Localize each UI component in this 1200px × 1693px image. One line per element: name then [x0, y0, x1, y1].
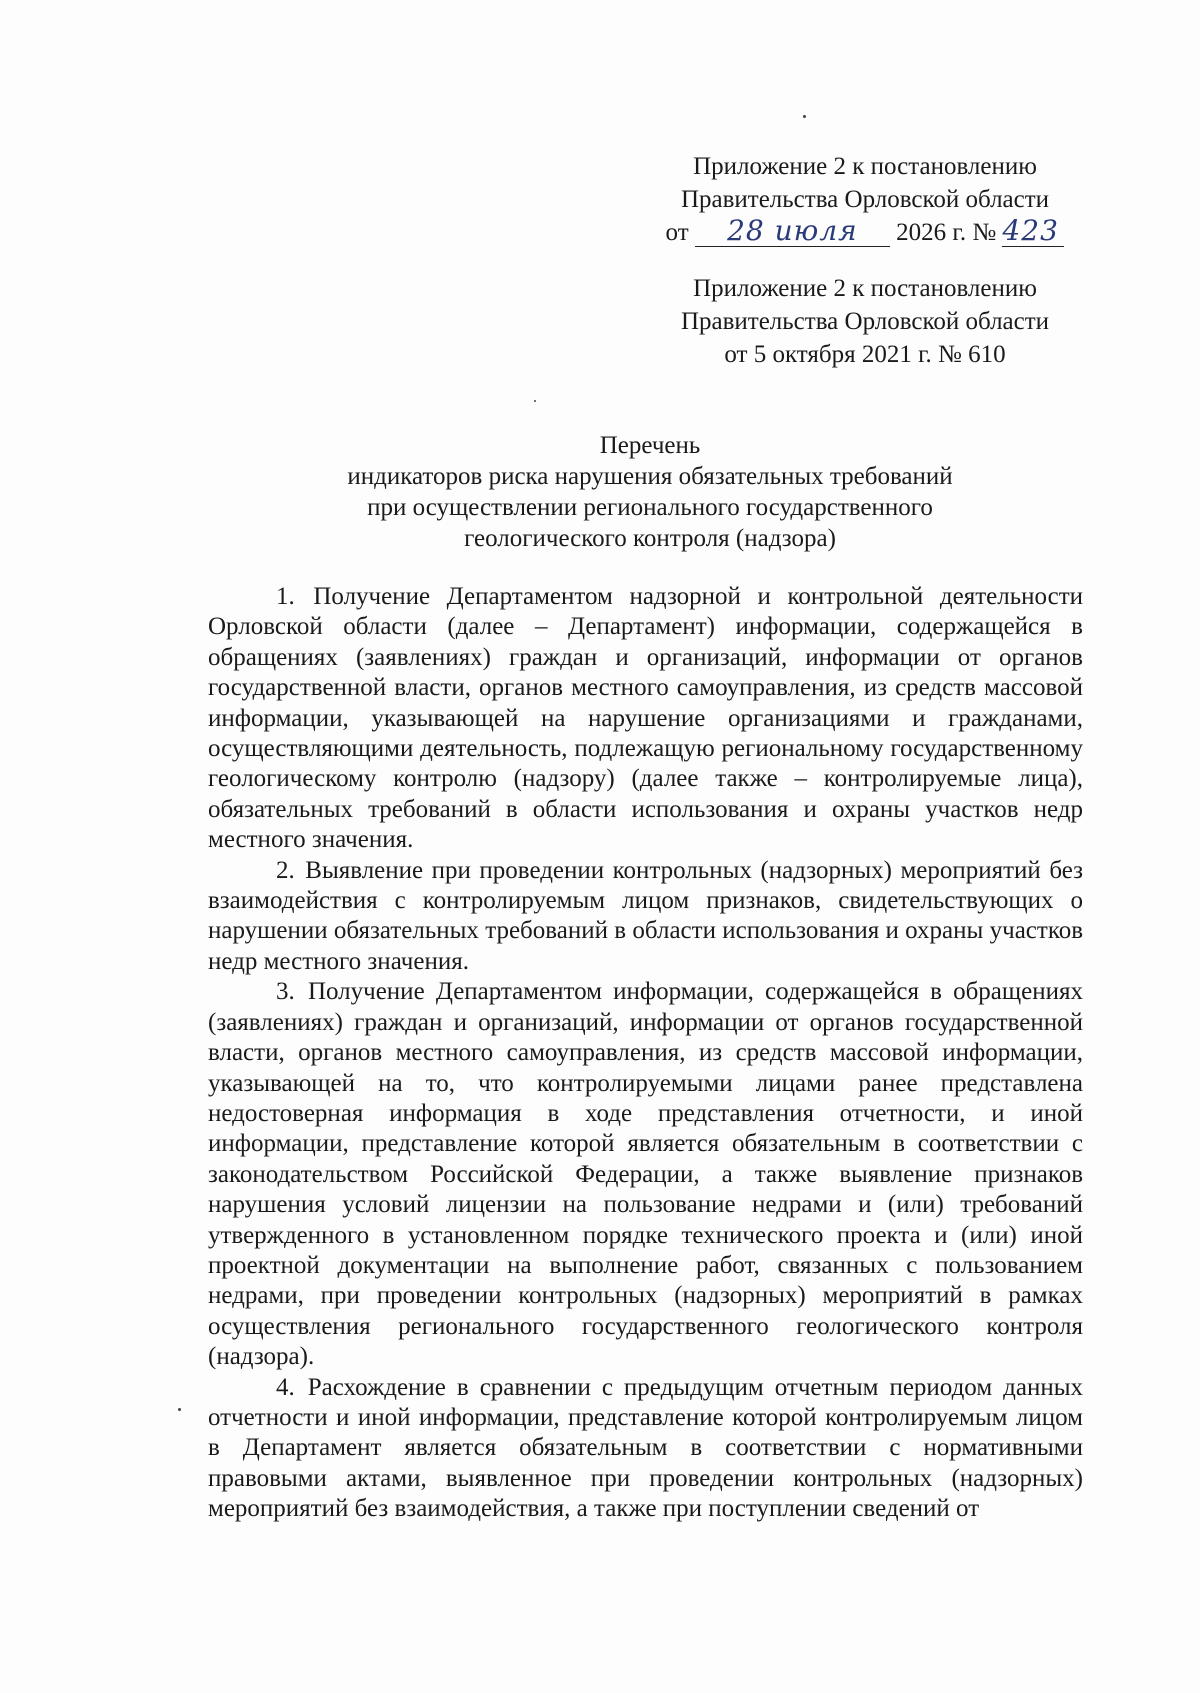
- title-line1: Перечень: [599, 432, 701, 459]
- list-item: [208, 856, 1083, 978]
- item-text: Расхождение в сравнении с предыдущим отчетным периодом данных отчетности и иной информации, представление которой контролируемым лицом в Департамент является обязательным в соответствии с нормативными правовыми актами, выявленное при проведении контрольных (надзорных) мероприятий без взаимодействия, а также при поступлении сведений от: [208, 1373, 1084, 1523]
- annex-old-line3: от 5 октября 2021 г. № 610: [724, 341, 1006, 368]
- list-item: [208, 1373, 1083, 1525]
- title-line3: при осуществлении регионального государственного: [367, 494, 933, 521]
- title-line2: индикаторов риска нарушения обязательных требований: [347, 463, 953, 490]
- scan-speck: [178, 1408, 181, 1411]
- item-number: 4.: [276, 1373, 295, 1401]
- annex-new-line2: Правительства Орловской области: [680, 186, 1050, 213]
- item-number: 2.: [276, 856, 295, 884]
- annex-header-old: [655, 272, 1075, 371]
- scan-speck: [534, 400, 536, 402]
- indicator-list: [208, 582, 1083, 1525]
- item-text: Получение Департаментом надзорной и контрольной деятельности Орловской области (далее – Департамент) информации, содержащейся в обращениях (заявлениях) граждан и организаций, информации от органов государственной власти, органов местного самоуправления, из средств массовой информации, указывающей на нарушение организациями и гражданами, осуществляющими деятельность, подлежащую региональному государственному геологическому контролю (надзору) (далее также – контролируемые лица), обязательных требований в области использования и охраны участков недр местного значения.: [208, 583, 1083, 854]
- handwritten-number-field: [1002, 214, 1064, 247]
- title-line4: геологического контроля (надзора): [464, 525, 836, 552]
- item-text: Выявление при проведении контрольных (надзорных) мероприятий без взаимодействия с контролируемым лицом признаков, свидетельствующих о нарушении обязательных требований в области использования и охраны участков недр местного значения.: [208, 856, 1083, 975]
- annex-new-year-label: 2026 г. №: [896, 219, 997, 246]
- document-title: [150, 430, 1150, 554]
- handwritten-number: 423: [1002, 214, 1059, 247]
- list-item: [208, 977, 1083, 1372]
- item-text: Получение Департаментом информации, содержащейся в обращениях (заявлениях) граждан и организаций, информации от органов государственной власти, органов местного самоуправления, из средств массовой информации, указывающей на то, что контролируемыми лицами ранее представлена недостоверная информация в ходе представления отчетности, и иной информации, представление которой является обязательным в соответствии с законодательством Российской Федерации, а также выявление признаков нарушения условий лицензии на пользование недрами и (или) требований утвержденного в установленном порядке технического проекта и (или) иной проектной документации на выполнение работ, связанных с пользованием недрами, при проведении контрольных (надзорных) мероприятий в рамках осуществления регионального государственного геологического контроля (надзора).: [208, 978, 1084, 1371]
- annex-new-from-label: от: [665, 219, 689, 246]
- handwritten-date: 28 июля: [727, 214, 858, 247]
- list-item: [208, 582, 1083, 856]
- scan-speck: [803, 115, 806, 118]
- handwritten-date-field: [695, 214, 890, 247]
- item-number: 1.: [276, 583, 295, 610]
- annex-old-line2: Правительства Орловской области: [680, 308, 1050, 335]
- annex-new-line1: Приложение 2 к постановлению: [693, 153, 1037, 180]
- annex-new-date-line: [655, 216, 1075, 249]
- annex-header-new: [655, 150, 1075, 249]
- annex-old-line1: Приложение 2 к постановлению: [693, 275, 1037, 302]
- item-number: 3.: [276, 978, 295, 1006]
